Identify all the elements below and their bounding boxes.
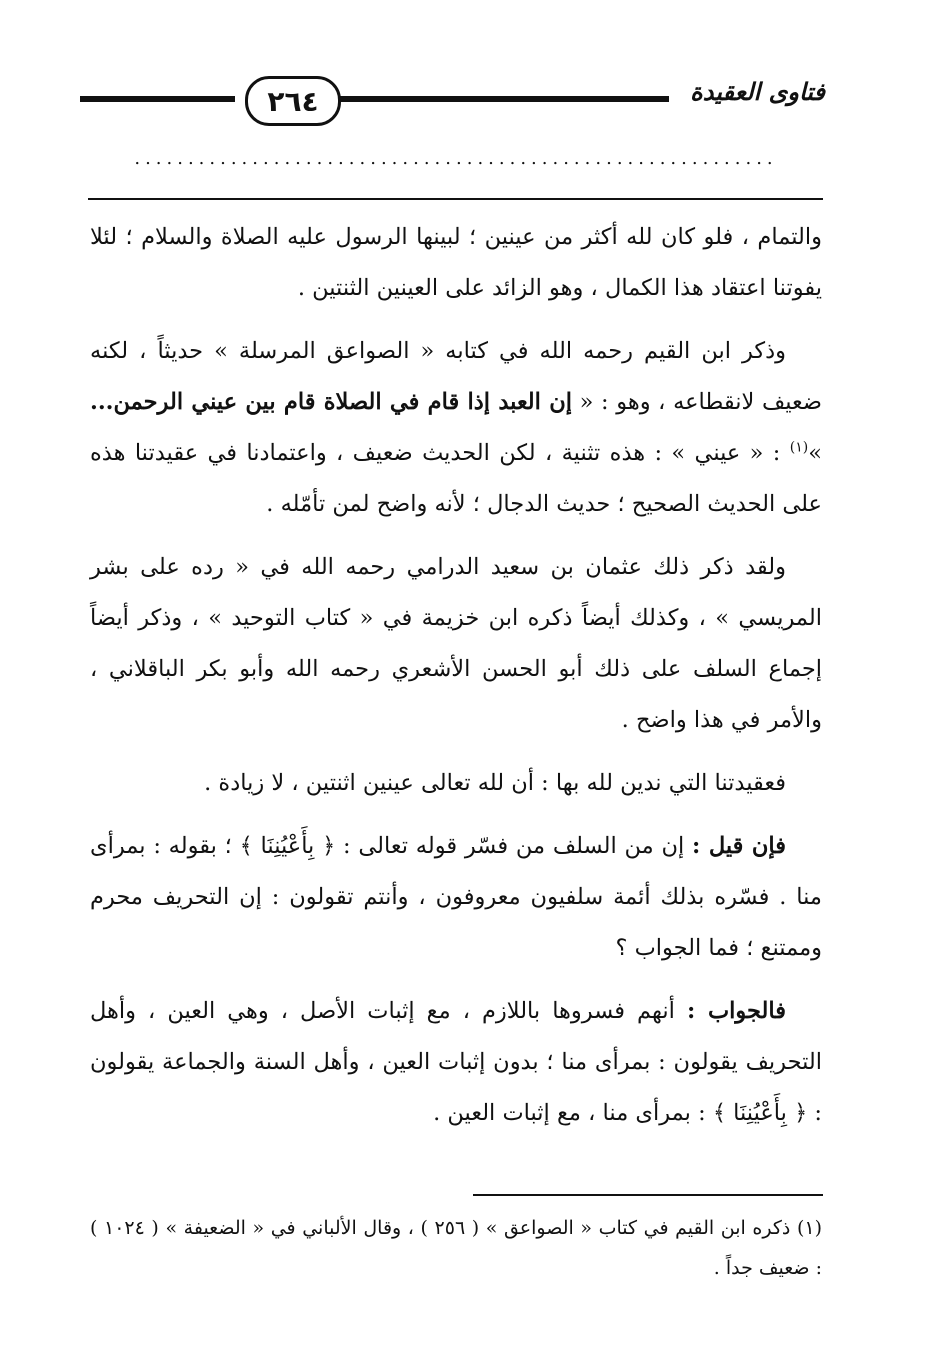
hadith-quote: إن العبد إذا قام في الصلاة قام بين عيني الرحمن...	[90, 389, 572, 415]
paragraph-2	[90, 326, 822, 530]
question-label: فإن قيل :	[692, 833, 786, 859]
running-title: فتاوى العقيدة	[669, 78, 825, 106]
page-number: ٢٦٤	[245, 76, 341, 126]
paragraph-1: والتمام ، فلو كان لله أكثر من عينين ؛ لبينها الرسول عليه الصلاة والسلام ؛ لئلا يفوتنا اعتقاد هذا الكمال ، وهو الزائد على العينين الثنتين .	[90, 224, 822, 301]
paragraph-3: ولقد ذكر ذلك عثمان بن سعيد الدرامي رحمه الله في « رده على بشر المريسي » ، وكذلك أيضاً ذكره ابن خزيمة في « كتاب التوحيد » ، وذكر أيضاً إجماع السلف على ذلك أبو الحسن الأشعري رحمه الله وأبو بكر الباقلاني ، والأمر في هذا واضح .	[90, 554, 822, 733]
p5-text: إن من السلف من فسّر قوله تعالى : ﴿ بِأَعْيُنِنَا ﴾ ؛ بقوله : بمرأى منا . فسّره بذلك أئمة سلفيون معروفون ، وأنتم تقولون : إن التحريف محرم وممتنع ؛ فما الجواب ؟	[90, 833, 822, 961]
footnote: (١) ذكره ابن القيم في كتاب « الصواعق » ( ٢٥٦ ) ، وقال الألباني في « الضعيفة » ( ١٠٢٤ ) : ضعيف جداً .	[90, 1217, 823, 1279]
dotted-separator: ............................................................	[134, 148, 778, 169]
main-text	[90, 212, 822, 1151]
paragraph-6	[90, 986, 822, 1139]
footnote-divider	[473, 1194, 823, 1196]
paragraph-5	[90, 821, 822, 974]
paragraph-4: فعقيدتنا التي ندين لله بها : أن لله تعالى عينين اثنتين ، لا زيادة .	[204, 770, 786, 796]
p2-text-a: وذكر ابن القيم رحمه الله في كتابه « الصواعق المرسلة » حديثاً ، لكنه ضعيف لانقطاعه ، وهو : «	[90, 338, 822, 415]
page-header	[80, 70, 825, 130]
header-rule-left	[80, 96, 235, 102]
p2-text-c: : « عيني » : هذه تثنية ، لكن الحديث ضعيف ، واعتمادنا في عقيدتنا هذه على الحديث الصحيح ؛ حديث الدجال ؛ لأنه واضح لمن تأمّله .	[90, 440, 822, 517]
p2-text-b: »	[808, 440, 822, 466]
footnote-ref[interactable]: (١)	[789, 439, 809, 456]
top-divider	[88, 198, 823, 200]
p6-text: أنهم فسروها باللازم ، مع إثبات الأصل ، وهي العين ، وأهل التحريف يقولون : بمرأى منا ؛ بدون إثبات العين ، وأهل السنة والجماعة يقولون : ﴿ بِأَعْيُنِنَا ﴾ : بمرأى منا ، مع إثبات العين .	[90, 998, 822, 1126]
answer-label: فالجواب :	[686, 998, 786, 1024]
